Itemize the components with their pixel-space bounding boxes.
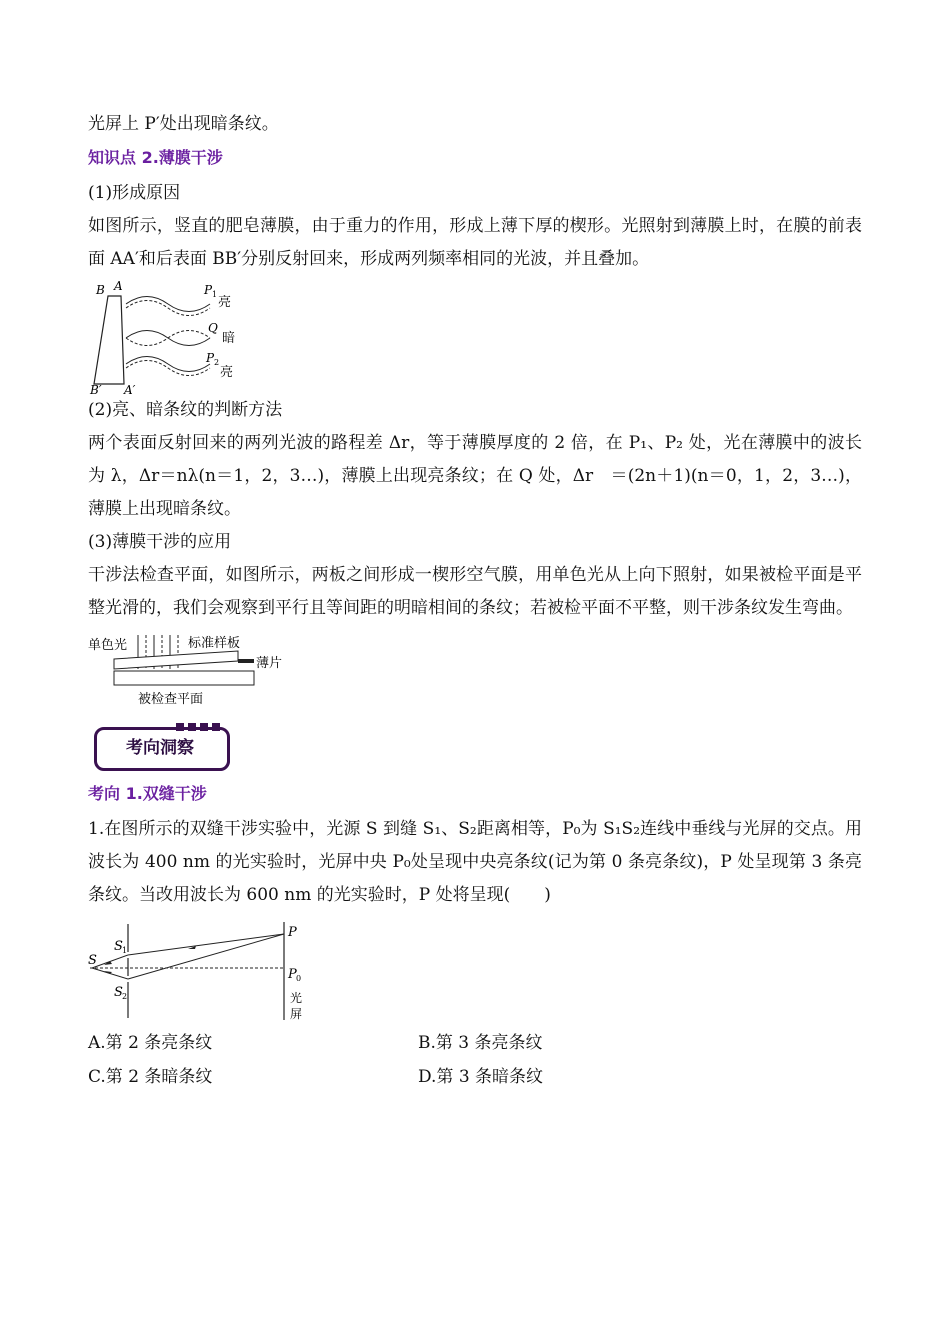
flatness-test-diagram xyxy=(88,629,283,711)
answer-options xyxy=(88,1026,862,1094)
label-test-surface: 被检查平面 xyxy=(138,692,204,707)
label-A: A xyxy=(114,279,123,293)
label-screen-1: 光 xyxy=(290,991,303,1005)
label-S1-sub: 1 xyxy=(122,946,128,955)
option-a[interactable]: A.第 2 条亮条纹 xyxy=(88,1033,213,1053)
question-1: 1.在图所示的双缝干涉实验中，光源 S 到缝 S₁、S₂距离相等，P₀为 S₁S₂连线中垂线与光屏的交点。用波长为 400 nm 的光实验时，光屏中央 P₀处呈现中央亮条纹(记为第 0 条亮条纹)，P 处呈现第 3 条亮条纹。当改用波长为 600 nm 的光实验时，P 处将呈现( ) xyxy=(88,819,862,905)
label-S1: S xyxy=(114,939,123,954)
paragraph-cause: 如图所示，竖直的肥皂薄膜，由于重力的作用，形成上薄下厚的楔形。光照射到薄膜上时，在膜的前表面 AA′和后表面 BB′分别反射回来，形成两列频率相同的光波，并且叠加。 xyxy=(88,216,862,269)
soap-film-diagram xyxy=(88,276,258,397)
label-P0: P xyxy=(288,967,297,982)
label-P1-sub: 1 xyxy=(212,290,218,299)
label-bright-1: 亮 xyxy=(218,295,232,310)
label-P2: P xyxy=(206,351,215,365)
option-b[interactable]: B.第 3 条亮条纹 xyxy=(418,1033,543,1053)
subheading-application: (3)薄膜干涉的应用 xyxy=(88,532,232,552)
option-d[interactable]: D.第 3 条暗条纹 xyxy=(418,1067,544,1087)
document-page xyxy=(88,108,862,1094)
label-P2-sub: 2 xyxy=(214,358,220,367)
double-slit-diagram xyxy=(88,918,318,1026)
label-screen-2: 屏 xyxy=(290,1007,303,1021)
section-heading-double-slit: 考向 1.双缝干涉 xyxy=(88,784,207,803)
label-A-prime: A′ xyxy=(124,383,136,397)
label-B-prime: B′ xyxy=(90,383,102,397)
label-P0-sub: 0 xyxy=(296,974,302,983)
label-mono-light: 单色光 xyxy=(88,638,128,653)
section-banner xyxy=(92,721,232,771)
paragraph-carryover: 光屏上 P′处出现暗条纹。 xyxy=(88,114,279,134)
label-P: P xyxy=(288,925,297,940)
paragraph-judgement: 两个表面反射回来的两列光波的路程差 Δr，等于薄膜厚度的 2 倍，在 P₁、P₂ 处，光在薄膜中的波长为 λ，Δr＝nλ(n＝1，2，3…)，薄膜上出现亮条纹；在 Q 处，Δr ＝(2n＋1)(n＝0，1，2，3…)，薄膜上出现暗条纹。 xyxy=(88,433,862,519)
label-B: B xyxy=(96,283,105,297)
label-S2: S xyxy=(114,985,123,1000)
label-bright-2: 亮 xyxy=(220,365,234,380)
subheading-cause: (1)形成原因 xyxy=(88,183,181,203)
label-sheet: 薄片 xyxy=(256,656,283,671)
label-dark: 暗 xyxy=(222,331,236,346)
label-Q: Q xyxy=(208,321,218,335)
banner-label: 考向洞察 xyxy=(126,738,194,758)
paragraph-application: 干涉法检查平面，如图所示，两板之间形成一楔形空气膜，用单色光从上向下照射，如果被检平面是平整光滑的，我们会观察到平行且等间距的明暗相间的条纹；若被检平面不平整，则干涉条纹发生弯曲。 xyxy=(88,565,862,618)
label-S: S xyxy=(88,953,97,968)
label-standard-plate: 标准样板 xyxy=(188,636,241,651)
subheading-judgement: (2)亮、暗条纹的判断方法 xyxy=(88,400,283,420)
label-P1: P xyxy=(204,283,213,297)
section-heading-thin-film: 知识点 2.薄膜干涉 xyxy=(88,148,223,167)
option-c[interactable]: C.第 2 条暗条纹 xyxy=(88,1067,213,1087)
label-S2-sub: 2 xyxy=(122,992,128,1001)
